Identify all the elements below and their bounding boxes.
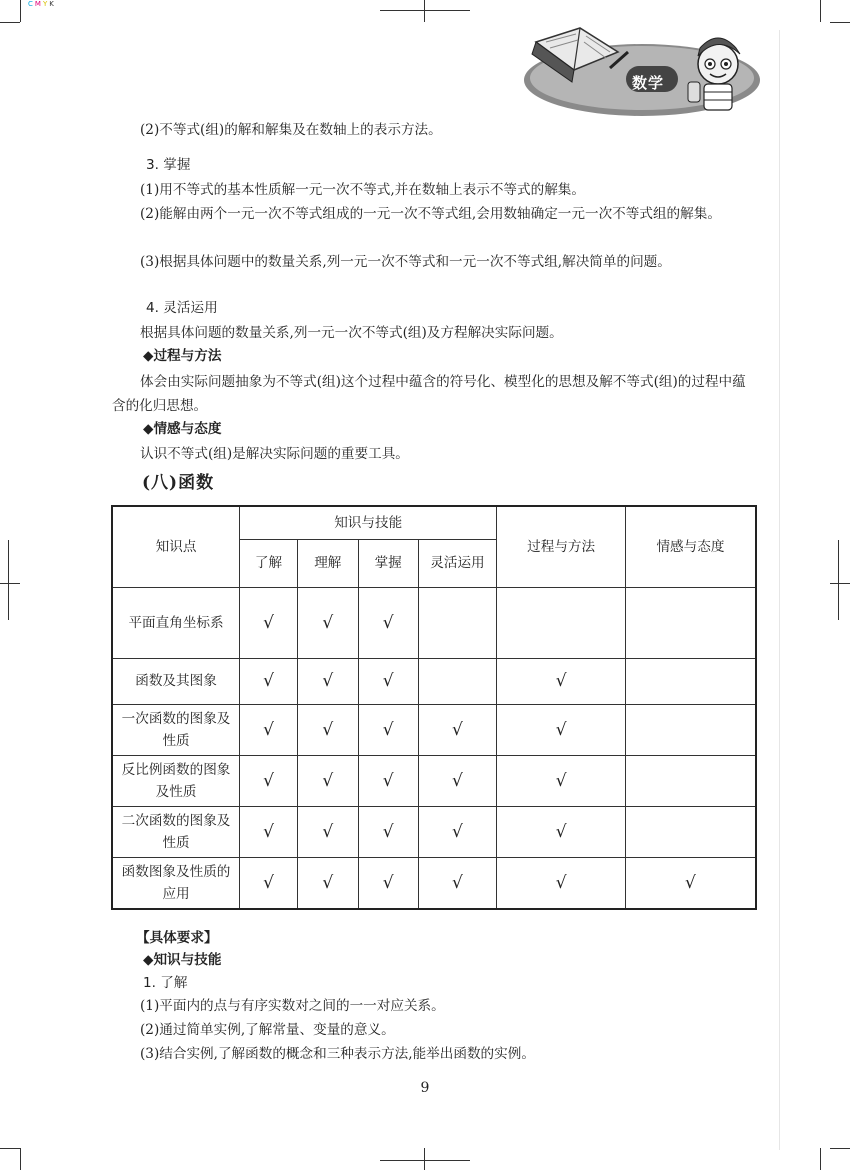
check-mark: √	[497, 857, 626, 909]
check-mark: √	[297, 806, 358, 857]
crop-mark	[830, 1148, 850, 1149]
check-mark: √	[240, 658, 298, 704]
empty-cell	[418, 658, 497, 704]
crop-mark	[20, 0, 21, 22]
crop-mark	[820, 1148, 821, 1170]
row-name: 一次函数的图象及性质	[112, 704, 240, 755]
crop-mark	[830, 22, 850, 23]
process-item-1: 体会由实际问题抽象为不等式(组)这个过程中蕴含的符号化、模型化的思想及解不等式(组)的过程中蕴含的化归思想。	[112, 374, 746, 414]
table-row	[112, 704, 756, 755]
crop-mark	[424, 1148, 425, 1170]
header-apply: 灵活运用	[418, 539, 497, 587]
empty-cell	[625, 587, 756, 658]
understand-heading: 1. 了解	[143, 975, 188, 991]
attitude-item-1: 认识不等式(组)是解决实际问题的重要工具。	[140, 446, 409, 462]
row-name: 函数图象及性质的应用	[112, 857, 240, 909]
check-mark: √	[418, 704, 497, 755]
page-number: 9	[420, 1080, 430, 1096]
check-mark: √	[358, 658, 418, 704]
header-banner-illustration	[522, 18, 762, 120]
header-comprehend: 理解	[297, 539, 358, 587]
requirement-item-2: (2)通过简单实例,了解常量、变量的意义。	[140, 1022, 395, 1038]
crop-mark	[20, 1148, 21, 1170]
table-header-row	[112, 506, 756, 539]
check-mark: √	[418, 857, 497, 909]
table-row	[112, 755, 756, 806]
empty-cell	[625, 755, 756, 806]
check-mark: √	[358, 704, 418, 755]
cmyk-registration-mark: CMYK	[28, 0, 56, 8]
crop-mark	[380, 1160, 470, 1161]
check-mark: √	[240, 806, 298, 857]
check-mark: √	[497, 806, 626, 857]
table-row	[112, 806, 756, 857]
skills-heading: ◆知识与技能	[143, 952, 222, 968]
requirements-table	[111, 505, 757, 910]
check-mark: √	[418, 806, 497, 857]
intro-line-1: (2)不等式(组)的解和解集及在数轴上的表示方法。	[140, 122, 442, 138]
check-mark: √	[240, 587, 298, 658]
crop-mark	[838, 540, 839, 620]
header-master: 掌握	[358, 539, 418, 587]
header-attitude: 情感与态度	[625, 506, 756, 587]
check-mark: √	[240, 755, 298, 806]
crop-mark	[0, 583, 20, 584]
crop-mark	[424, 0, 425, 22]
check-mark: √	[497, 755, 626, 806]
check-mark: √	[240, 857, 298, 909]
master-item-1: (1)用不等式的基本性质解一元一次不等式,并在数轴上表示不等式的解集。	[140, 182, 585, 198]
section-title: (八)函数	[142, 473, 215, 493]
check-mark: √	[297, 658, 358, 704]
check-mark: √	[418, 755, 497, 806]
row-name: 函数及其图象	[112, 658, 240, 704]
check-mark: √	[297, 704, 358, 755]
row-name: 反比例函数的图象及性质	[112, 755, 240, 806]
header-process: 过程与方法	[497, 506, 626, 587]
check-mark: √	[358, 587, 418, 658]
header-skills: 知识与技能	[240, 506, 497, 539]
table-row	[112, 658, 756, 704]
crop-mark	[380, 10, 470, 11]
check-mark: √	[358, 806, 418, 857]
empty-cell	[625, 704, 756, 755]
row-name: 二次函数的图象及性质	[112, 806, 240, 857]
row-name: 平面直角坐标系	[112, 587, 240, 658]
check-mark: √	[297, 587, 358, 658]
requirement-item-1: (1)平面内的点与有序实数对之间的一一对应关系。	[140, 998, 445, 1014]
empty-cell	[418, 587, 497, 658]
master-item-3: (3)根据具体问题中的数量关系,列一元一次不等式和一元一次不等式组,解决简单的问题。	[140, 254, 671, 270]
subject-label: 数学	[632, 74, 665, 92]
empty-cell	[625, 806, 756, 857]
check-mark: √	[297, 755, 358, 806]
header-understand-basic: 了解	[240, 539, 298, 587]
check-mark: √	[358, 755, 418, 806]
check-mark: √	[240, 704, 298, 755]
header-knowledge-point: 知识点	[112, 506, 240, 587]
empty-cell	[497, 587, 626, 658]
crop-mark	[8, 540, 9, 620]
check-mark: √	[297, 857, 358, 909]
apply-heading: 4. 灵活运用	[146, 300, 218, 316]
apply-item-1: 根据具体问题的数量关系,列一元一次不等式(组)及方程解决实际问题。	[140, 325, 563, 341]
crop-mark	[0, 1148, 20, 1149]
check-mark: √	[497, 704, 626, 755]
check-mark: √	[497, 658, 626, 704]
crop-mark	[830, 583, 850, 584]
check-mark: √	[358, 857, 418, 909]
requirement-item-3: (3)结合实例,了解函数的概念和三种表示方法,能举出函数的实例。	[140, 1046, 535, 1062]
requirements-heading: 【具体要求】	[136, 930, 218, 946]
table-row	[112, 857, 756, 909]
attitude-heading: ◆情感与态度	[143, 421, 222, 437]
empty-cell	[625, 658, 756, 704]
crop-mark	[820, 0, 821, 22]
master-item-2: (2)能解由两个一元一次不等式组成的一元一次不等式组,会用数轴确定一元一次不等式组的解集。	[140, 206, 721, 222]
table-row	[112, 587, 756, 658]
master-heading: 3. 掌握	[146, 157, 191, 173]
check-mark: √	[625, 857, 756, 909]
crop-mark	[0, 22, 20, 23]
page-edge-line	[779, 30, 780, 1150]
process-heading: ◆过程与方法	[143, 348, 222, 364]
